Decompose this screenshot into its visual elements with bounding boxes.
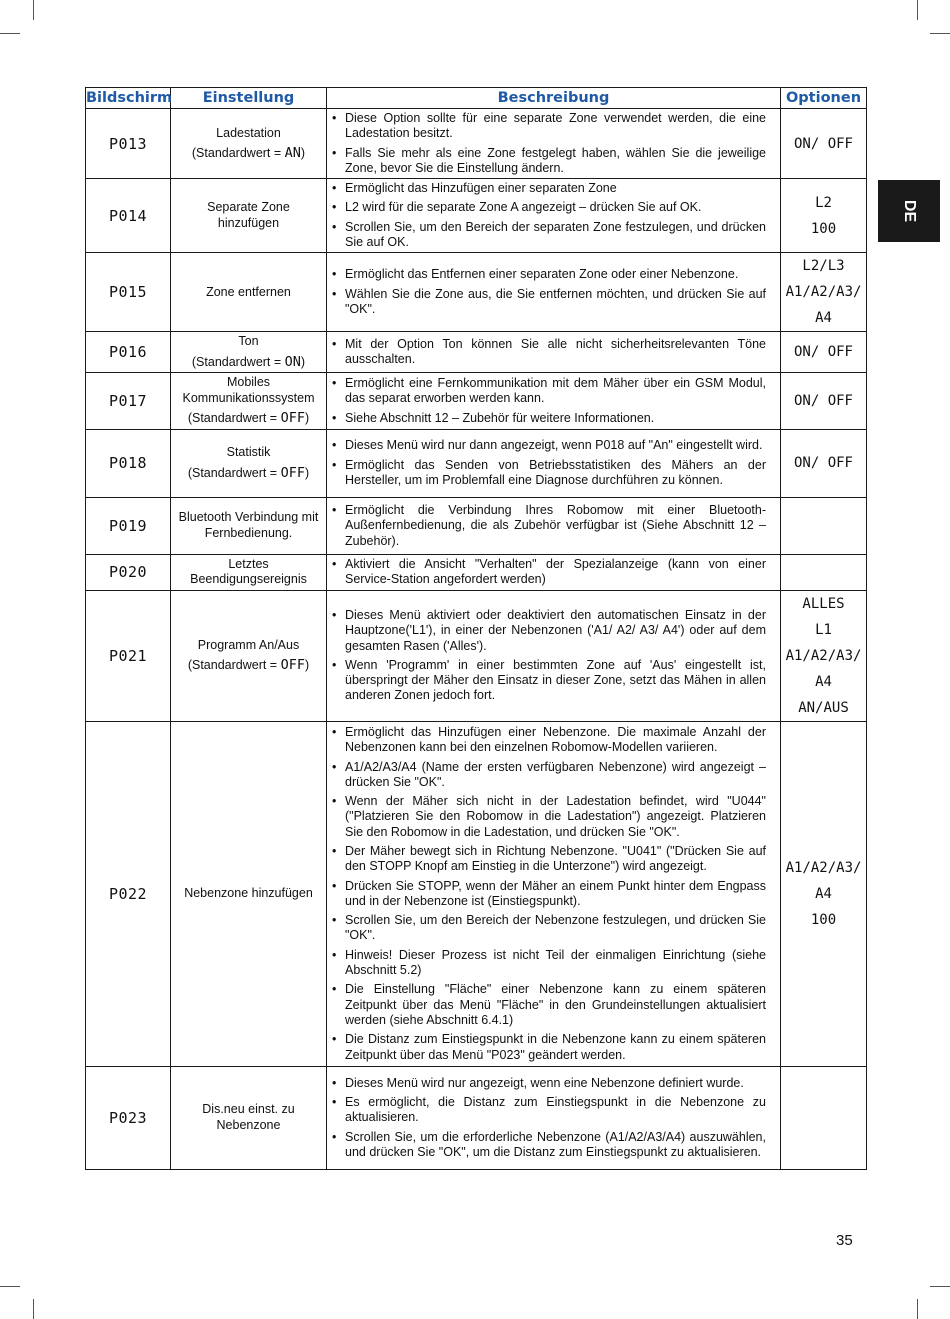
- description-list: [332, 337, 766, 368]
- options-cell: [781, 590, 867, 721]
- description-item: • Ermöglicht das Senden von Betriebsstatistiken des Mähers an der Hersteller, um im Problemfall eine Diagnose durchführen zu können.: [332, 458, 766, 489]
- options-cell: [781, 497, 867, 554]
- description-item: • Die Einstellung "Fläche" einer Nebenzone kann zu einem späteren Zeitpunkt über das Menü "Fläche" in den Grundeinstellungen aktualisiert werden (siehe Abschnitt 6.4.1): [332, 982, 766, 1028]
- description-item: • Siehe Abschnitt 12 – Zubehör für weitere Informationen.: [332, 411, 766, 426]
- screen-code: P013: [86, 109, 171, 179]
- setting-cell: [171, 109, 327, 179]
- options-cell: [781, 554, 867, 590]
- table-body: [86, 109, 867, 1170]
- options-cell: [781, 429, 867, 497]
- description-cell: [327, 332, 781, 373]
- screen-code: P021: [86, 590, 171, 721]
- description-item: • A1/A2/A3/A4 (Name der ersten verfügbaren Nebenzone) wird angezeigt – drücken Sie "OK".: [332, 760, 766, 791]
- table-row: [86, 109, 867, 179]
- table-row: [86, 554, 867, 590]
- description-list: [332, 267, 766, 317]
- description-cell: [327, 253, 781, 332]
- setting-line: Statistik: [226, 445, 271, 460]
- description-list: [332, 181, 766, 250]
- setting-line: (Standardwert = OFF): [187, 410, 310, 427]
- table-row: [86, 253, 867, 332]
- setting-cell: [171, 1066, 327, 1169]
- options-cell: [781, 332, 867, 373]
- setting-line: Nebenzone hinzufügen: [184, 886, 313, 901]
- description-item: • Ermöglicht das Hinzufügen einer Nebenzone. Die maximale Anzahl der Nebenzonen kann bei den einzelnen Robomow-Modellen variieren.: [332, 725, 766, 756]
- option-value: ON/ OFF: [793, 135, 853, 152]
- setting-line: (Standardwert = OFF): [187, 464, 310, 481]
- option-value: ON/ OFF: [793, 455, 853, 472]
- setting-line: (Standardwert = OFF): [187, 657, 310, 674]
- description-list: [332, 557, 766, 588]
- description-item: • Es ermöglicht, die Distanz zum Einstiegspunkt in die Nebenzone zu aktualisieren.: [332, 1095, 766, 1126]
- description-item: • Drücken Sie STOPP, wenn der Mäher an einem Punkt hinter dem Engpass und in der Nebenzone ist (Einstiegspunkt).: [332, 879, 766, 910]
- description-item: • Wählen Sie die Zone aus, die Sie entfernen möchten, und drücken Sie auf "OK".: [332, 287, 766, 318]
- option-value: ON/ OFF: [793, 344, 853, 361]
- page-number: 35: [836, 1232, 853, 1249]
- language-tab: [878, 180, 940, 242]
- description-cell: [327, 109, 781, 179]
- screen-code: P018: [86, 429, 171, 497]
- description-item: • Aktiviert die Ansicht "Verhalten" der Spezialanzeige (kann von einer Service-Station angefordert werden): [332, 557, 766, 588]
- description-cell: [327, 721, 781, 1066]
- screen-code: P022: [86, 721, 171, 1066]
- screen-code: P015: [86, 253, 171, 332]
- description-item: • Scrollen Sie, um den Bereich der Nebenzone festzulegen, und drücken Sie "OK".: [332, 913, 766, 944]
- setting-cell: [171, 721, 327, 1066]
- description-cell: [327, 373, 781, 430]
- table-row: [86, 721, 867, 1066]
- setting-line: Letztes Beendigungsereignis: [190, 556, 307, 587]
- header-setting: Einstellung: [171, 88, 327, 109]
- default-value: ON: [284, 353, 301, 370]
- option-value: A1/A2/A3/: [785, 647, 862, 664]
- description-item: • Scrollen Sie, um die erforderliche Nebenzone (A1/A2/A3/A4) auszuwählen, und drücken Sie "OK", um die Distanz zum Einstiegspunkt zu aktualisieren.: [332, 1130, 766, 1161]
- option-value: 100: [810, 220, 837, 237]
- crop-mark: [33, 0, 34, 20]
- options-cell: [781, 373, 867, 430]
- table-row: [86, 1066, 867, 1169]
- crop-mark: [0, 33, 20, 34]
- language-tab-label: DE: [900, 199, 918, 223]
- description-list: [332, 438, 766, 488]
- option-value: AN/AUS: [798, 699, 849, 716]
- screen-code: P016: [86, 332, 171, 373]
- description-item: • Der Mäher bewegt sich in Richtung Nebenzone. "U041" ("Drücken Sie auf den STOPP Knopf am Einstieg in die Unterzone") wird angezeigt.: [332, 844, 766, 875]
- description-list: [332, 376, 766, 426]
- default-value: OFF: [280, 410, 305, 427]
- description-cell: [327, 429, 781, 497]
- description-item: • Wenn 'Programm' in einer bestimmten Zone auf 'Aus' eingestellt ist, überspringt der Mäher den Einsatz in dieser Zone, setzt das Mähen in allen anderen Zonen jedoch fort.: [332, 658, 766, 704]
- crop-mark: [0, 1286, 20, 1287]
- header-screen: Bildschirm: [86, 88, 171, 109]
- description-item: • Mit der Option Ton können Sie alle nicht sicherheitsrelevanten Töne ausschalten.: [332, 337, 766, 368]
- table-row: [86, 590, 867, 721]
- setting-line: Mobiles Kommunikationssystem: [182, 375, 315, 405]
- table-header-row: [86, 88, 867, 109]
- description-item: • Wenn der Mäher sich nicht in der Ladestation befindet, wird "U044" ("Platzieren Sie den Robomow in die Ladestation") angezeigt. Platzieren Sie den Robomow in die Ladestation, und drücken Sie "OK".: [332, 794, 766, 840]
- option-value: A4: [815, 885, 832, 902]
- setting-line: Ladestation: [216, 125, 281, 140]
- description-item: • Dieses Menü aktiviert oder deaktiviert den automatischen Einsatz in der Hauptzone('L1'), in einer der Nebenzonen ('A1/ A2/ A3/ A4') oder auf dem gesamten Rasen ('Alles').: [332, 608, 766, 654]
- table-row: [86, 179, 867, 253]
- description-list: [332, 725, 766, 1063]
- description-cell: [327, 1066, 781, 1169]
- setting-line: (Standardwert = AN): [191, 145, 306, 162]
- default-value: OFF: [280, 464, 305, 481]
- options-cell: [781, 109, 867, 179]
- table-row: [86, 497, 867, 554]
- description-list: [332, 608, 766, 704]
- table-row: [86, 373, 867, 430]
- setting-cell: [171, 179, 327, 253]
- options-cell: [781, 179, 867, 253]
- description-item: • Dieses Menü wird nur angezeigt, wenn eine Nebenzone definiert wurde.: [332, 1076, 766, 1091]
- description-item: • Ermöglicht das Entfernen einer separaten Zone oder einer Nebenzone.: [332, 267, 766, 282]
- option-value: A4: [815, 310, 832, 327]
- crop-mark: [930, 33, 950, 34]
- setting-cell: [171, 373, 327, 430]
- setting-line: (Standardwert = ON): [191, 353, 306, 370]
- setting-line: Dis.neu einst. zu Nebenzone: [202, 1102, 295, 1132]
- screen-code: P023: [86, 1066, 171, 1169]
- setting-line: Programm An/Aus: [197, 637, 300, 652]
- header-description: Beschreibung: [327, 88, 781, 109]
- option-value: L2/L3: [802, 258, 845, 275]
- setting-cell: [171, 497, 327, 554]
- description-item: • Ermöglicht das Hinzufügen einer separaten Zone: [332, 181, 766, 196]
- setting-line: Zone entfernen: [206, 284, 291, 299]
- header-options: Optionen: [781, 88, 867, 109]
- description-cell: [327, 497, 781, 554]
- option-value: A1/A2/A3/: [785, 284, 862, 301]
- description-list: [332, 1076, 766, 1160]
- description-item: • Dieses Menü wird nur dann angezeigt, wenn P018 auf "An" eingestellt wird.: [332, 438, 766, 453]
- option-value: L2: [815, 194, 832, 211]
- crop-mark: [917, 1299, 918, 1319]
- description-item: • Ermöglicht die Verbindung Ihres Robomow mit einer Bluetooth-Außenfernbedienung, die als Zubehör verfügbar ist (Siehe Abschnitt 12 – Zubehör).: [332, 503, 766, 549]
- option-value: ON/ OFF: [793, 393, 853, 410]
- description-item: • Hinweis! Dieser Prozess ist nicht Teil der einmaligen Einrichtung (siehe Abschnitt 5.2): [332, 948, 766, 979]
- setting-cell: [171, 253, 327, 332]
- setting-cell: [171, 429, 327, 497]
- description-cell: [327, 590, 781, 721]
- screen-code: P017: [86, 373, 171, 430]
- description-list: [332, 503, 766, 549]
- options-cell: [781, 1066, 867, 1169]
- setting-cell: [171, 590, 327, 721]
- option-value: A1/A2/A3/: [785, 859, 862, 876]
- default-value: AN: [284, 145, 301, 162]
- option-value: ALLES: [802, 595, 845, 612]
- default-value: OFF: [280, 657, 305, 674]
- screen-code: P020: [86, 554, 171, 590]
- option-value: 100: [810, 911, 837, 928]
- settings-table: [85, 87, 867, 1170]
- description-item: • Scrollen Sie, um den Bereich der separaten Zone festzulegen, und drücken Sie auf OK.: [332, 220, 766, 251]
- description-cell: [327, 179, 781, 253]
- crop-mark: [917, 0, 918, 20]
- description-item: • Die Distanz zum Einstiegspunkt in die Nebenzone kann zu einem späteren Zeitpunkt über das Menü "P023" geändert werden.: [332, 1032, 766, 1063]
- description-item: • L2 wird für die separate Zone A angezeigt – drücken Sie auf OK.: [332, 200, 766, 215]
- description-item: • Diese Option sollte für eine separate Zone verwendet werden, die eine Ladestation besitzt.: [332, 111, 766, 142]
- setting-cell: [171, 332, 327, 373]
- setting-cell: [171, 554, 327, 590]
- crop-mark: [33, 1299, 34, 1319]
- description-list: [332, 111, 766, 176]
- setting-line: Ton: [238, 334, 259, 349]
- crop-mark: [930, 1286, 950, 1287]
- table-row: [86, 429, 867, 497]
- table-row: [86, 332, 867, 373]
- screen-code: P014: [86, 179, 171, 253]
- options-cell: [781, 721, 867, 1066]
- option-value: A4: [815, 673, 832, 690]
- setting-line: Separate Zone hinzufügen: [207, 200, 290, 230]
- options-cell: [781, 253, 867, 332]
- setting-line: Bluetooth Verbindung mit Fernbedienung.: [178, 510, 319, 540]
- option-value: L1: [815, 621, 832, 638]
- description-item: • Ermöglicht eine Fernkommunikation mit dem Mäher über ein GSM Modul, das separat erworben werden kann.: [332, 376, 766, 407]
- description-item: • Falls Sie mehr als eine Zone festgelegt haben, wählen Sie die jeweilige Zone, bevor Sie die Einstellung ändern.: [332, 146, 766, 177]
- description-cell: [327, 554, 781, 590]
- screen-code: P019: [86, 497, 171, 554]
